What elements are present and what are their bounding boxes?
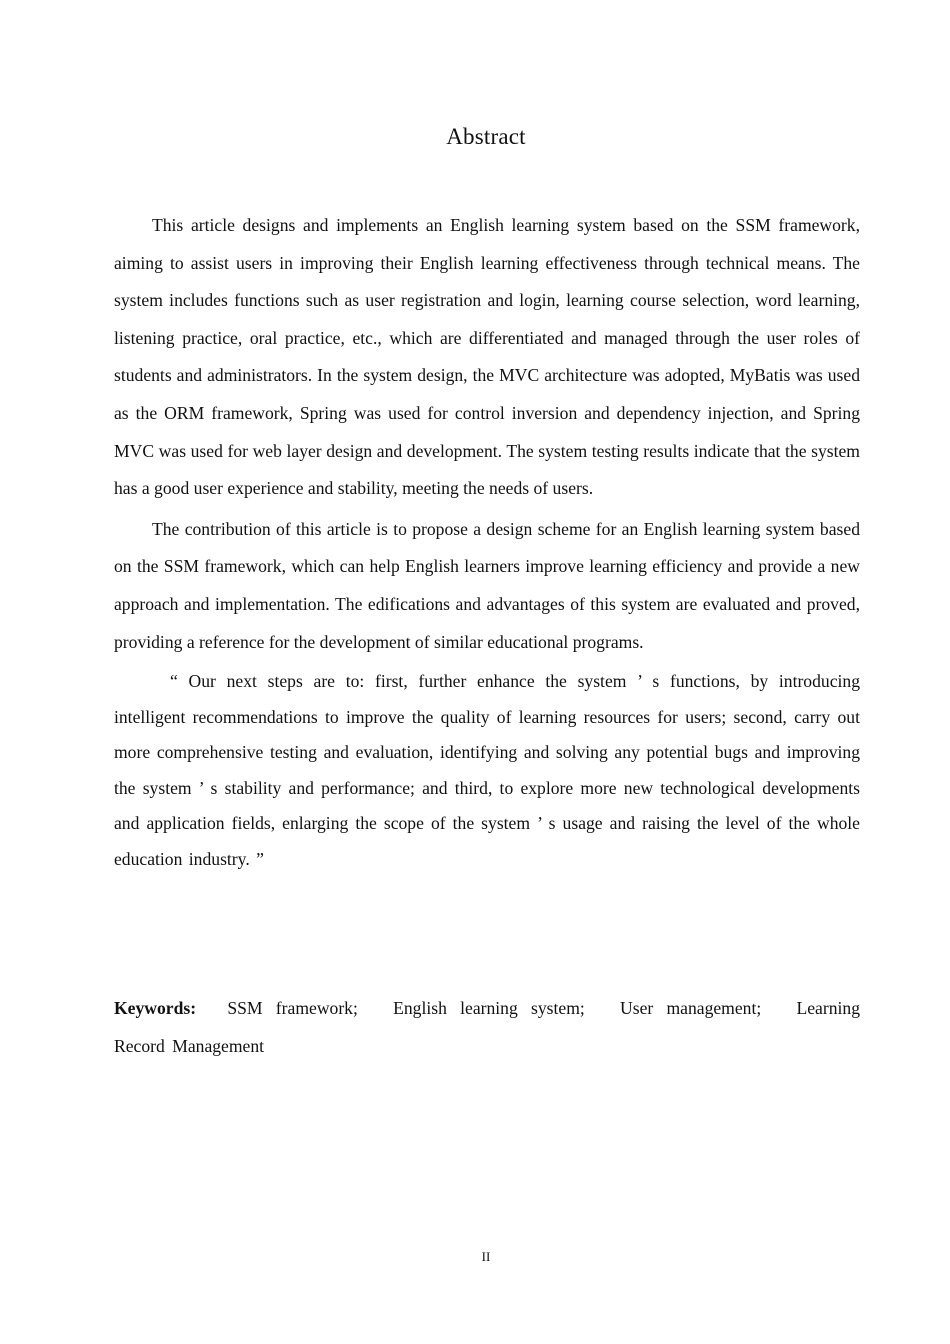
abstract-title: Abstract: [446, 124, 526, 149]
keyword-item: User management;: [620, 998, 762, 1018]
keyword-item: English learning system;: [393, 998, 585, 1018]
keyword-item: Learning Record Management: [114, 998, 861, 1056]
keyword-item: SSM framework;: [227, 998, 358, 1018]
keywords-section: [114, 990, 860, 1065]
page-number: II: [481, 1249, 491, 1264]
abstract-body: [114, 207, 860, 877]
keywords-label: Keywords:: [114, 998, 197, 1018]
abstract-paragraph-3: “ Our next steps are to: first, further enhance the system ’ s functions, by introducing intelligent recommendations to improve the quality of learning resources for users; second, carry out more comprehensive testing and evaluation, identifying and solving any potential bugs and improving the system ’ s stability and performance; and third, to explore more new technological developments and application fields, enlarging the scope of the system ’ s usage and raising the level of the whole education industry. ”: [114, 671, 860, 869]
abstract-paragraph-1: This article designs and implements an English learning system based on the SSM framework, aiming to assist users in improving their English learning effectiveness through technical means. The system includes functions such as user registration and login, learning course selection, word learning, listening practice, oral practice, etc., which are differentiated and managed through the user roles of students and administrators. In the system design, the MVC architecture was adopted, MyBatis was used as the ORM framework, Spring was used for control inversion and dependency injection, and Spring MVC was used for web layer design and development. The system testing results indicate that the system has a good user experience and stability, meeting the needs of users.: [114, 215, 860, 499]
abstract-paragraph-2: The contribution of this article is to propose a design scheme for an English learning system based on the SSM framework, which can help English learners improve learning efficiency and provide a new approach and implementation. The edifications and advantages of this system are evaluated and proved, providing a reference for the development of similar educational programs.: [114, 518, 860, 652]
